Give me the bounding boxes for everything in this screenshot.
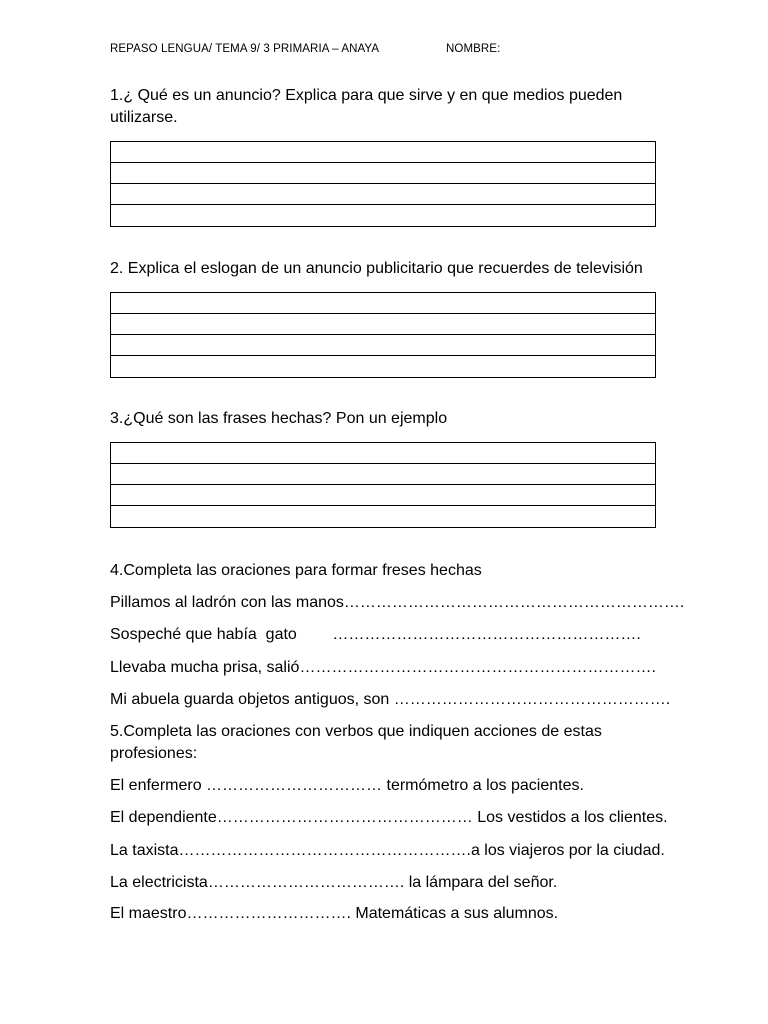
sentence-start: El dependiente	[110, 809, 217, 826]
sentence-end: Los vestidos a los clientes.	[472, 809, 668, 826]
blank-dots[interactable]: ……………………………….	[207, 874, 405, 891]
fill-sentence	[110, 658, 710, 678]
sentence-start: La electricista	[110, 874, 208, 891]
sentence-start: Pillamos al ladrón con las manos	[110, 594, 344, 611]
blank-dots[interactable]: ………………………….	[186, 905, 351, 922]
answer-line[interactable]	[111, 163, 655, 184]
sentence-start: Llevaba mucha prisa, salió	[110, 659, 300, 676]
fill-sentence	[110, 776, 710, 796]
sentence-start: El enfermero	[110, 777, 207, 794]
answer-box-3[interactable]	[110, 442, 656, 528]
blank-dots[interactable]: …………………………………………	[216, 809, 473, 826]
answer-line[interactable]	[111, 293, 655, 314]
question-2: 2. Explica el eslogan de un anuncio publicitario que recuerdes de televisión	[110, 260, 643, 277]
sentence-end: a los viajeros por la ciudad.	[470, 842, 665, 859]
answer-line[interactable]	[111, 464, 655, 485]
sentence-start: La taxista	[110, 842, 179, 859]
answer-box-1[interactable]	[110, 141, 656, 227]
fill-sentence	[110, 873, 710, 893]
blank-dots[interactable]: …………………………………………….	[393, 691, 671, 708]
answer-line[interactable]	[111, 506, 655, 527]
sentence-end: Matemáticas a sus alumnos.	[350, 905, 559, 922]
sentence-end: la lámpara del señor.	[404, 874, 558, 891]
answer-line[interactable]	[111, 356, 655, 377]
fill-sentence	[110, 841, 710, 861]
question-1: 1.¿ Qué es un anuncio? Explica para que sirve y en que medios pueden utilizarse.	[110, 87, 623, 126]
answer-line[interactable]	[111, 314, 655, 335]
name-label: NOMBRE:	[446, 43, 501, 55]
blank-dots[interactable]: ………………………………………………….	[332, 626, 641, 643]
fill-sentence	[110, 904, 710, 924]
blank-dots[interactable]: ……………………………………………….	[178, 842, 471, 859]
answer-line[interactable]	[111, 205, 655, 226]
answer-box-2[interactable]	[110, 292, 656, 378]
sentence-start: El maestro	[110, 905, 187, 922]
blank-dots[interactable]: ……………………………	[206, 777, 383, 794]
answer-line[interactable]	[111, 485, 655, 506]
sentence-end: termómetro a los pacientes.	[382, 777, 584, 794]
fill-sentence	[110, 808, 710, 828]
blank-dots[interactable]: ………………………………………………………….	[299, 659, 656, 676]
fill-sentence	[110, 690, 710, 710]
question-3: 3.¿Qué son las frases hechas? Pon un ejemplo	[110, 410, 448, 427]
sentence-start: Mi abuela guarda objetos antiguos, son	[110, 691, 394, 708]
blank-dots[interactable]: ……………………………………………………….	[343, 594, 685, 611]
fill-sentence	[110, 593, 710, 613]
question-5: 5.Completa las oraciones con verbos que indiquen acciones de estas profesiones:	[110, 723, 602, 762]
answer-line[interactable]	[111, 142, 655, 163]
question-4: 4.Completa las oraciones para formar freses hechas	[110, 562, 482, 579]
answer-line[interactable]	[111, 443, 655, 464]
worksheet-header	[110, 43, 670, 59]
answer-line[interactable]	[111, 184, 655, 205]
answer-line[interactable]	[111, 335, 655, 356]
worksheet-title: REPASO LENGUA/ TEMA 9/ 3 PRIMARIA – ANAYA	[110, 43, 380, 55]
fill-sentence	[110, 625, 710, 645]
sentence-start: Sospeché que había gato	[110, 626, 333, 643]
